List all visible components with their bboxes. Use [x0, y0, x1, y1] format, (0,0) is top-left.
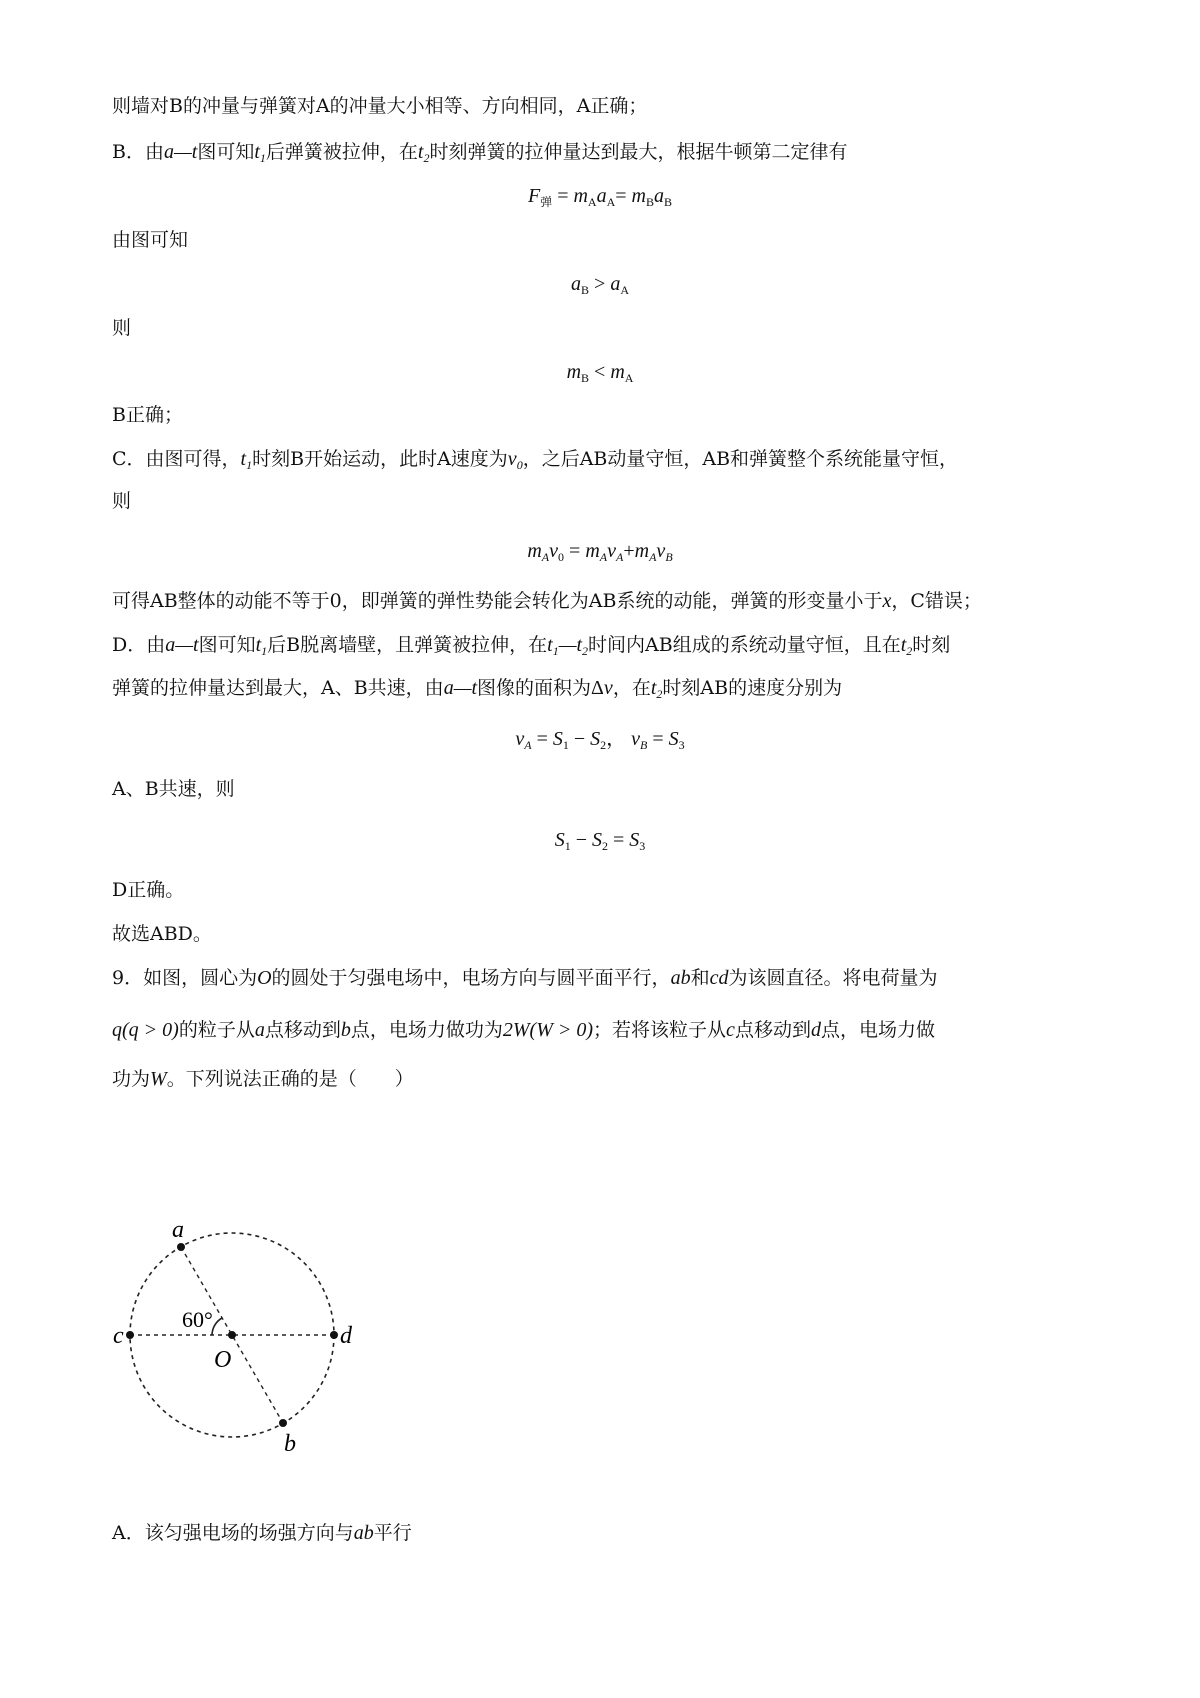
text: 功为: [112, 1068, 151, 1090]
math-symbol: b: [340, 1019, 351, 1041]
math-symbol: a—t: [443, 677, 478, 699]
text: 由图可知: [112, 229, 189, 251]
math-symbol: d: [810, 1019, 821, 1041]
math-symbol: c: [726, 1019, 735, 1041]
text: C．由图可得，: [112, 448, 241, 470]
math-symbol: 2W: [502, 1019, 530, 1041]
label-O: O: [214, 1347, 232, 1373]
text-line: [112, 446, 958, 478]
math-symbol: $t_1$: [254, 141, 266, 165]
math-symbol: $t_1$: [240, 448, 253, 472]
text: 时刻: [912, 634, 951, 656]
math-symbol: (W > 0): [529, 1019, 594, 1041]
math-symbol: x: [882, 590, 892, 612]
text: 点移动到: [264, 1019, 341, 1041]
question-line: [112, 1017, 935, 1043]
label-c: c: [113, 1323, 124, 1349]
text: 图可知: [198, 634, 256, 656]
text-line: [112, 588, 982, 614]
math-symbol: $t_2$: [900, 634, 913, 658]
point-c: [126, 1331, 134, 1339]
math-symbol: a—t: [165, 634, 199, 656]
math-symbol: $t_1—t_2$: [547, 634, 589, 658]
text: 时刻B开始运动，此时A速度为: [252, 448, 508, 470]
math-symbol: $v_0$: [507, 448, 523, 472]
text: A．该匀强电场的场强方向与: [112, 1522, 354, 1544]
equation: $m_B < m_A$: [566, 361, 634, 385]
equation: $a_B > a_A$: [571, 273, 629, 297]
question-line: [112, 965, 937, 991]
math-symbol: ab: [353, 1522, 374, 1544]
math-symbol: O: [257, 967, 272, 989]
point-d: [330, 1331, 338, 1339]
text: 图像的面积为: [477, 677, 592, 699]
text-line: [112, 632, 950, 664]
text: D正确。: [112, 879, 185, 901]
text: 和: [690, 967, 710, 989]
text: 的圆处于匀强电场中，电场方向与圆平面平行，: [271, 967, 671, 989]
text: 则墙对B的冲量与弹簧对A的冲量大小相等、方向相同，A正确；: [112, 95, 648, 117]
text-line: [112, 877, 184, 903]
text: 点，电场力做功为: [350, 1019, 503, 1041]
text-line: [112, 921, 212, 947]
text-line: [112, 675, 842, 707]
text-line: [112, 227, 188, 253]
math-symbol: Δv: [591, 677, 613, 699]
label-a: a: [172, 1217, 184, 1243]
math-symbol: a: [254, 1019, 265, 1041]
equation: $F_弹 = m_Aa_A= m_Ba_B$: [527, 185, 673, 209]
text: 故选ABD。: [112, 923, 212, 945]
equation: $v_A = S_1 - S_2$， $v_B = S_3$: [515, 728, 685, 752]
text: ，C错误；: [891, 590, 982, 612]
option-line: [112, 1520, 412, 1546]
text: B．由: [112, 141, 164, 163]
angle-label: 60°: [182, 1307, 213, 1332]
angle-arc: [212, 1318, 222, 1335]
text: 9．如图，圆心为: [112, 967, 258, 989]
text: 时刻AB的速度分别为: [662, 677, 843, 699]
text: 后弹簧被拉伸，在: [265, 141, 418, 163]
math-symbol: $t_2$: [417, 141, 430, 165]
math-symbol: a—t: [163, 141, 198, 163]
label-b: b: [284, 1431, 296, 1457]
text: 的粒子从: [178, 1019, 255, 1041]
text: 则: [112, 317, 132, 339]
text: 时刻弹簧的拉伸量达到最大，根据牛顿第二定律有: [429, 141, 848, 163]
point-O: [228, 1331, 236, 1339]
math-symbol: $t_2$: [650, 677, 663, 701]
text-line: [112, 139, 847, 171]
math-symbol: cd: [709, 967, 729, 989]
text: 点，电场力做: [820, 1019, 935, 1041]
text: 时间内AB组成的系统动量守恒，且在: [588, 634, 901, 656]
point-b: [279, 1419, 287, 1427]
math-symbol: ab: [670, 967, 691, 989]
text: 点移动到: [734, 1019, 811, 1041]
equation: $m_Av_0 = m_Av_A+m_Av_B$: [527, 540, 673, 564]
text: ，在: [612, 677, 651, 699]
math-symbol: $t_1$: [255, 634, 268, 658]
text-line: [112, 488, 131, 514]
text: A、B共速，则: [112, 778, 235, 800]
text: 后B脱离墙壁，且弹簧被拉伸，在: [267, 634, 548, 656]
question-line: [112, 1066, 414, 1092]
text: B正确；: [112, 404, 183, 426]
text: 则: [112, 490, 132, 512]
text-line: [112, 402, 183, 428]
text: 图可知: [197, 141, 255, 163]
equation: $S_1 - S_2 = S_3$: [554, 829, 646, 853]
text-line: [112, 315, 131, 341]
text-line: [112, 776, 235, 802]
text-line: [112, 93, 647, 119]
text: D．由: [112, 634, 166, 656]
text: 。下列说法正确的是（ ）: [166, 1068, 414, 1090]
text: ，之后AB动量守恒，AB和弹簧整个系统能量守恒，: [522, 448, 959, 470]
point-a: [177, 1243, 185, 1251]
math-symbol: (q > 0): [122, 1019, 179, 1041]
text: 弹簧的拉伸量达到最大，A、B共速，由: [112, 677, 444, 699]
text: 为该圆直径。将电荷量为: [728, 967, 938, 989]
circle-diagram: [100, 1205, 420, 1475]
math-symbol: W: [150, 1068, 167, 1090]
label-d: d: [340, 1323, 352, 1349]
text: ；若将该粒子从: [593, 1019, 727, 1041]
text: 平行: [373, 1522, 412, 1544]
math-symbol: q: [112, 1019, 122, 1041]
text: 可得AB整体的动能不等于0，即弹簧的弹性势能会转化为AB系统的动能，弹簧的形变量小于: [112, 590, 883, 612]
